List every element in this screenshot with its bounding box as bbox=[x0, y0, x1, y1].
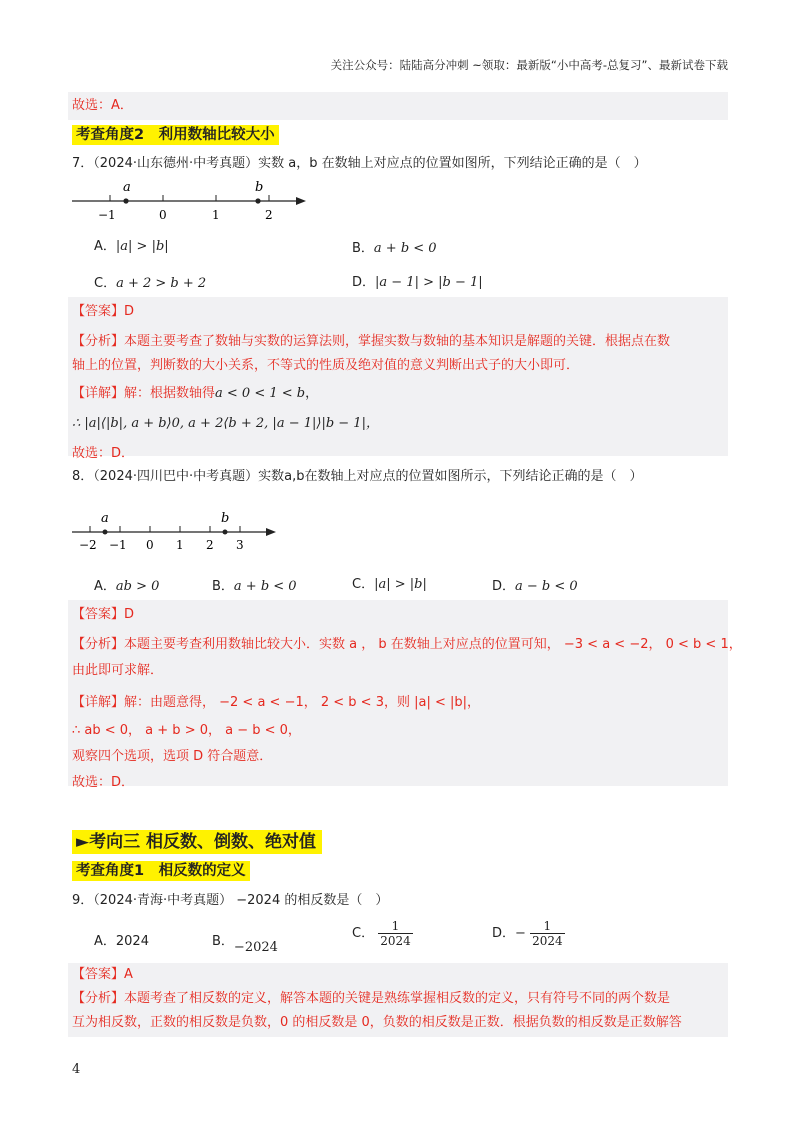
q7-option-d bbox=[352, 271, 483, 290]
question-8-stem: 8．（2024·四川巴中·中考真题）实数a,b在数轴上对应点的位置如图所示，下列结论正确的是（ ） bbox=[72, 469, 643, 484]
section-highlight: 考查角度2 利用数轴比较大小 bbox=[72, 125, 279, 145]
option-letter: B． bbox=[212, 579, 234, 594]
q8-solution bbox=[68, 600, 742, 790]
question-9-stem: 9．（2024·青海·中考真题） −2024 的相反数是（ ） bbox=[72, 893, 389, 908]
option-letter: A． bbox=[94, 239, 116, 254]
q7-number-line bbox=[70, 175, 310, 223]
q7-option-b bbox=[352, 237, 437, 256]
q8-number-line bbox=[70, 508, 280, 554]
detail-math: a < 0 < 1 < b bbox=[215, 386, 306, 401]
q7-analysis-line-1: 【分析】本题主要考查了数轴与实数的运算法则，掌握实数与数轴的基本知识是解题的关键．根据点在数 bbox=[72, 334, 671, 349]
q8-option-a bbox=[94, 575, 159, 594]
option-letter: A． bbox=[94, 579, 116, 594]
fraction-numerator: 1 bbox=[530, 919, 565, 934]
q7-tick-label: 0 bbox=[159, 208, 167, 222]
q8-detail: 【详解】解：由题意得， −2 < a < −1， 2 < b < 3，则 |a| < |b|， bbox=[72, 695, 481, 710]
q8-option-b bbox=[212, 575, 297, 594]
q7-option-a bbox=[94, 235, 169, 254]
q8-option-d bbox=[492, 575, 578, 594]
q8-tick-label: −1 bbox=[109, 538, 127, 552]
q8-answer: 【答案】D bbox=[72, 607, 135, 622]
q9-option-a: A．2024 bbox=[94, 934, 149, 949]
option-math: a + b < 0 bbox=[233, 579, 297, 594]
prev-conclusion: 故选：A． bbox=[68, 92, 728, 120]
q8-conclusion: 故选：D． bbox=[72, 775, 135, 790]
fraction-denominator: 2024 bbox=[380, 934, 411, 948]
q8-analysis-line-1: 【分析】本题主要考查利用数轴比较大小．实数 a ， b 在数轴上对应点的位置可知， −3 < a < −2， 0 < b < 1， bbox=[72, 637, 742, 652]
detail-label: 【详解】解：根据数轴得 bbox=[72, 386, 216, 401]
option-math: a + 2 > b + 2 bbox=[116, 276, 207, 291]
q8-tick-label: 3 bbox=[236, 538, 244, 552]
q8-point-b: b bbox=[221, 511, 230, 526]
q7-tick-label: −1 bbox=[98, 208, 116, 222]
fraction bbox=[530, 919, 565, 948]
q7-point-a: a bbox=[123, 180, 131, 195]
option-math: |a| > |b| bbox=[115, 239, 169, 254]
q7-tick-label: 2 bbox=[265, 208, 273, 222]
q8-therefore: ∴ ab < 0， a + b > 0， a − b < 0， bbox=[72, 723, 301, 738]
fraction-denominator: 2024 bbox=[532, 934, 563, 948]
section-title-2 bbox=[72, 123, 279, 144]
section-title-3 bbox=[72, 827, 322, 852]
q8-observe: 观察四个选项，选项 D 符合题意． bbox=[72, 749, 273, 764]
option-letter: D． bbox=[492, 579, 516, 594]
q7-solution bbox=[68, 297, 728, 461]
q7-option-c bbox=[94, 272, 206, 291]
question-7-stem: 7．（2024·山东德州·中考真题）实数 a，b 在数轴上对应点的位置如图所，下列结论正确的是（ ） bbox=[72, 156, 647, 171]
q8-option-c bbox=[352, 573, 427, 592]
option-math: |a − 1| > |b − 1| bbox=[375, 275, 483, 290]
q9-answer: 【答案】A bbox=[72, 967, 133, 982]
option-letter: B． bbox=[352, 241, 374, 256]
q9-analysis-line-1: 【分析】本题考查了相反数的定义，解答本题的关键是熟练掌握相反数的定义，只有符号不同的两个数是 bbox=[72, 991, 671, 1006]
option-letter: C． bbox=[352, 926, 375, 941]
page-header: 关注公众号：陆陆高分冲刺 ~领取：最新版“小中高考-总复习”、最新试卷下载 bbox=[330, 58, 728, 72]
therefore-math: ∴ |a|⟨|b|, a + b⟩0, a + 2⟨b + 2, |a − 1|⟩|b − 1|， bbox=[72, 416, 379, 431]
q7-tick-label: 1 bbox=[212, 208, 220, 222]
q7-analysis-line-2: 轴上的位置，判断数的大小关系，不等式的性质及绝对值的意义判断出式子的大小即可． bbox=[72, 358, 580, 373]
q8-tick-label: 2 bbox=[206, 538, 214, 552]
q9-solution bbox=[68, 963, 728, 1037]
q7-detail: 【详解】解：根据数轴得a < 0 < 1 < b， bbox=[72, 386, 319, 401]
q8-analysis-line-2: 由此即可求解． bbox=[72, 663, 164, 678]
section-highlight: ►考向三 相反数、倒数、绝对值 bbox=[72, 830, 322, 854]
option-math: a − b < 0 bbox=[515, 579, 578, 594]
option-math: |a| > |b| bbox=[374, 577, 427, 592]
option-math: a + b < 0 bbox=[373, 241, 437, 256]
option-letter: D． bbox=[492, 926, 516, 941]
q8-tick-label: 1 bbox=[176, 538, 184, 552]
q7-conclusion: 故选：D． bbox=[72, 446, 135, 461]
section-highlight: 考查角度1 相反数的定义 bbox=[72, 861, 250, 881]
q9-option-c bbox=[352, 919, 413, 948]
option-letter: B． bbox=[212, 934, 234, 949]
q7-therefore bbox=[68, 409, 728, 439]
q8-point-a: a bbox=[101, 511, 109, 526]
option-math: −2024 bbox=[233, 940, 278, 955]
q9-option-d bbox=[492, 919, 565, 948]
option-math: ab > 0 bbox=[115, 579, 160, 594]
q8-tick-label: −2 bbox=[79, 538, 97, 552]
q8-tick-label: 0 bbox=[146, 538, 154, 552]
fraction bbox=[378, 919, 413, 948]
page-number: 4 bbox=[72, 1062, 81, 1077]
fraction-numerator: 1 bbox=[378, 919, 413, 934]
q9-option-b bbox=[212, 930, 278, 955]
section-subtitle-3-1 bbox=[72, 859, 250, 880]
q7-point-b: b bbox=[255, 180, 264, 195]
minus-sign: − bbox=[515, 926, 526, 941]
option-letter: D． bbox=[352, 275, 376, 290]
option-letter: C． bbox=[352, 577, 375, 592]
q7-answer: 【答案】D bbox=[72, 304, 135, 319]
q9-analysis-line-2: 互为相反数，正数的相反数是负数，0 的相反数是 0，负数的相反数是正数．根据负数的相反数是正数解答 bbox=[72, 1015, 682, 1030]
option-letter: C． bbox=[94, 276, 117, 291]
